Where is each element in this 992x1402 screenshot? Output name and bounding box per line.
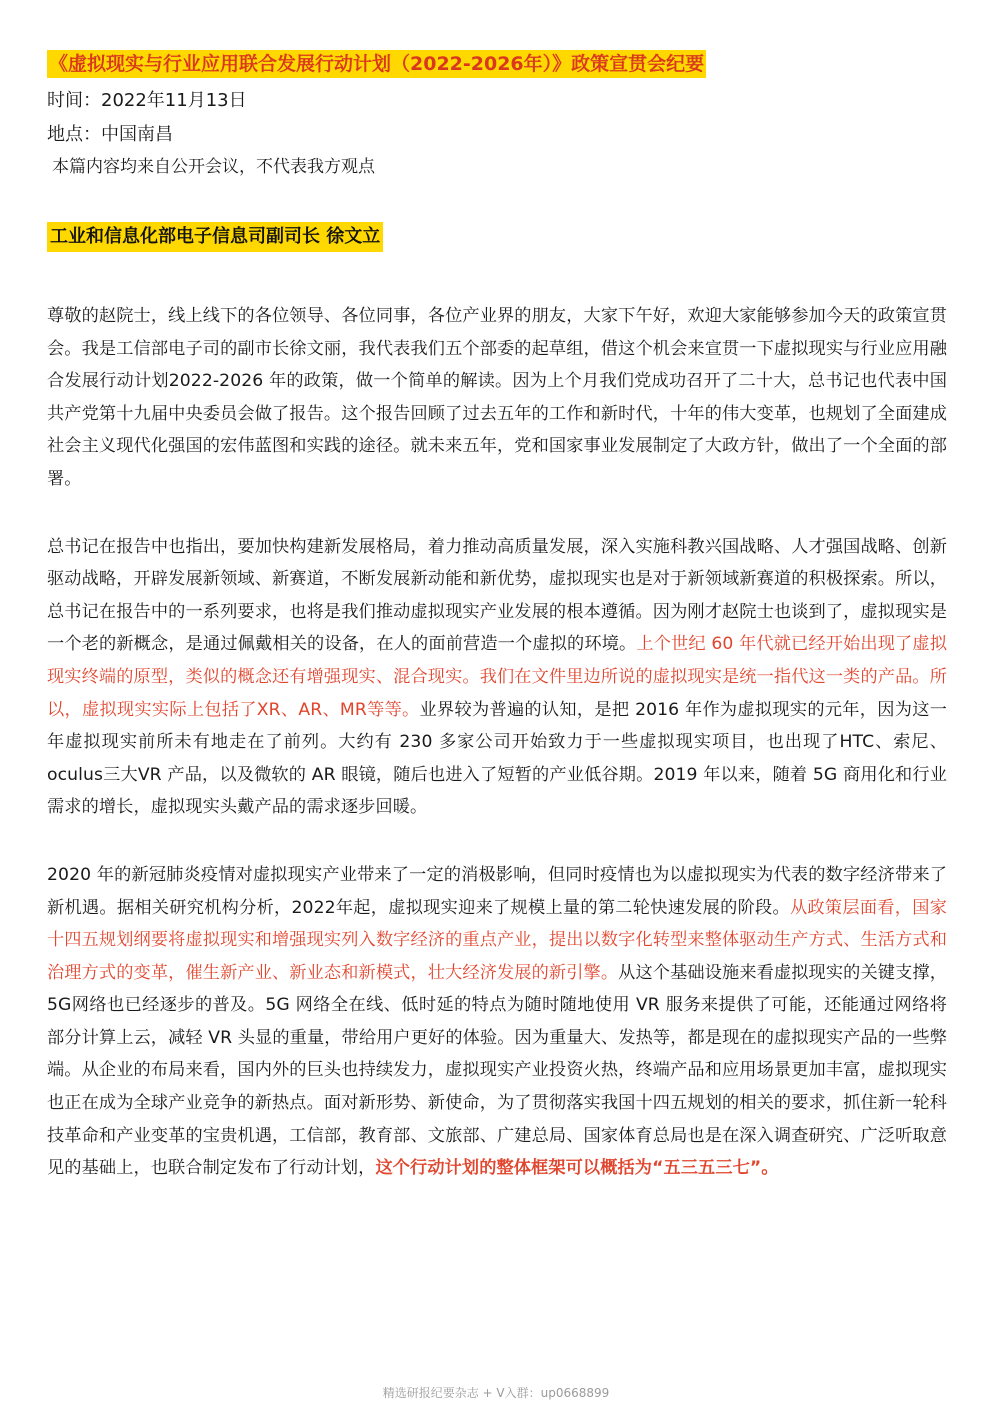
paragraph-3-text-b: 从这个基础设施来看虚拟现实的关键支撑，5G网络也已经逐步的普及。5G 网络全在线、低时延的特点为随时随地使用 VR 服务来提供了可能，还能通过网络将部分计算上云，减轻 VR 头显的重量，带给用户更好的体验。因为重量大、发热等，都是现在的虚拟现实产品的一些弊端。从企业的布局来看，国内外的巨头也持续发力，虚拟现实产业投资火热，终端产品和应用场景更加丰富，虚拟现实也正在成为全球产业竞争的新热点。面对新形势、新使命，为了贯彻落实我国十四五规划的相关的要求，抓住新一轮科技革命和产业变革的宝贵机遇，工信部，教育部、文旅部、广建总局、国家体育总局也是在深入调查研究、广泛听取意见的基础上，也联合制定发布了行动计划， [47,962,947,1179]
meeting-time: 时间：2022年11月13日 [47,90,247,111]
paragraph-3-conclusion: 这个行动计划的整体框架可以概括为“五三五三七”。 [375,1158,779,1179]
paragraph-2 [47,531,947,824]
meeting-place: 地点：中国南昌 [47,124,173,145]
speaker-heading: 工业和信息化部电子信息司副司长 徐文立 [47,222,383,252]
paragraph-1 [47,300,947,496]
paragraph-3-highlight: 从政策层面看，国家十四五规划纲要将虚拟现实和增强现实列入数字经济的重点产业，提出以数字化转型来整体驱动生产方式、生活方式和治理方式的变革，催生新产业、新业态和新模式，壮大经济发展的新引擎。 [47,897,947,983]
paragraph-2-text-b: 业界较为普遍的认知，是把 2016 年作为虚拟现实的元年，因为这一年虚拟现实前所未有地走在了前列。大约有 230 多家公司开始致力于一些虚拟现实项目，也出现了HTC、索尼、 oculus三大VR 产品，以及微软的 AR 眼镜，随后也进入了短暂的产业低谷期。2019 年以来，随着 5G 商用化和行业需求的增长，虚拟现实头戴产品的需求逐步回暖。 [47,699,947,818]
paragraph-2-highlight: 上个世纪 60 年代就已经开始出现了虚拟现实终端的原型，类似的概念还有增强现实、混合现实。我们在文件里边所说的虚拟现实是统一指代这一类的产品。所以，虚拟现实实际上包括了XR、AR、MR等等。 [47,634,947,720]
footer-watermark: 精选研报纪要杂志 + V入群：up0668899 [382,1386,610,1400]
paragraph-1-text: 尊敬的赵院士，线上线下的各位领导、各位同事，各位产业界的朋友，大家下午好，欢迎大家能够参加今天的政策宣贯会。我是工信部电子司的副市长徐文丽，我代表我们五个部委的起草组，借这个机会来宣贯一下虚拟现实与行业应用融合发展行动计划2022-2026 年的政策，做一个简单的解读。因为上个月我们党成功召开了二十大，总书记也代表中国共产党第十九届中央委员会做了报告。这个报告回顾了过去五年的工作和新时代，十年的伟大变革，也规划了全面建成社会主义现代化强国的宏伟蓝图和实践的途径。就未来五年，党和国家事业发展制定了大政方针，做出了一个全面的部署。 [47,306,947,489]
paragraph-3 [47,859,947,1185]
document-title: 《虚拟现实与行业应用联合发展行动计划（2022-2026年）》政策宣贯会纪要 [47,50,706,78]
document-page [47,50,947,1185]
disclaimer-note: 本篇内容均来自公开会议，不代表我方观点 [52,157,375,177]
paragraph-3-text-a: 2020 年的新冠肺炎疫情对虚拟现实产业带来了一定的消极影响，但同时疫情也为以虚拟现实为代表的数字经济带来了新机遇。据相关研究机构分析，2022年起，虚拟现实迎来了规模上量的第二轮快速发展的阶段。 [47,864,947,918]
paragraph-2-text-a: 总书记在报告中也指出，要加快构建新发展格局，着力推动高质量发展，深入实施科教兴国战略、人才强国战略、创新驱动战略，开辟发展新领域、新赛道，不断发展新动能和新优势，虚拟现实也是对于新领域新赛道的积极探索。所以，总书记在报告中的一系列要求，也将是我们推动虚拟现实产业发展的根本遵循。因为刚才赵院士也谈到了，虚拟现实是一个老的新概念，是通过佩戴相关的设备，在人的面前营造一个虚拟的环境。 [47,536,947,655]
